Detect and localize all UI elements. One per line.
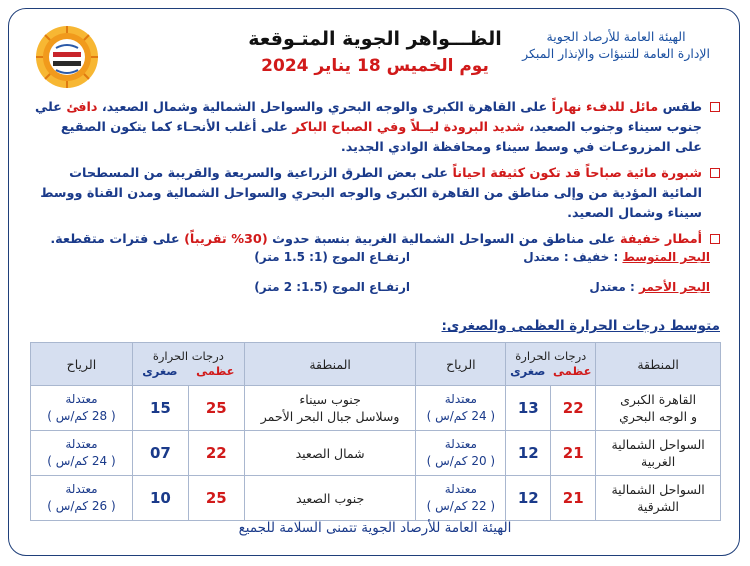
department-name: الإدارة العامة للتنبؤات والإنذار المبكر (522, 46, 710, 61)
footer-message: الهيئة العامة للأرصاد الجوية تتمنى السلامة للجميع (238, 520, 512, 536)
region-cell: القاهرة الكبرى و الوجه البحري (596, 386, 721, 431)
bullet-fragment: على فترات متقطعة. (50, 232, 185, 247)
sea-med (523, 250, 710, 264)
header-temps-label-2: درجات الحرارة (152, 349, 224, 363)
wind-cell: معتدلة ( 24 كم/س ) (31, 431, 133, 476)
bulletin-title: الظـــواهر الجوية المتـوقعة (248, 28, 502, 50)
min-temp-cell: 07 (132, 431, 188, 476)
table-header-row (31, 343, 721, 386)
wind-cell: معتدلة ( 24 كم/س ) (416, 386, 506, 431)
max-temp-cell: 22 (551, 386, 596, 431)
bullet-fragment: علي جنوب سيناء وجنوب الصعيد، (35, 100, 702, 135)
header-max-2: عظمى (196, 364, 235, 378)
region-cell: شمال الصعيد (244, 431, 416, 476)
header-temps-label: درجات الحرارة (515, 349, 587, 363)
region-cell: جنوب الصعيد (244, 476, 416, 521)
bullet-fog (30, 164, 720, 224)
bullet-text (35, 100, 702, 155)
header-min-2: صغرى (142, 364, 178, 378)
sea-red-wave: ارتفـاع الموج (1.5: 2 متر) (254, 280, 410, 294)
sea-red-state: : معتدل (589, 280, 635, 294)
max-temp-cell: 21 (551, 476, 596, 521)
min-temp-cell: 15 (132, 386, 188, 431)
temperature-table (30, 342, 721, 521)
min-temp-cell: 10 (132, 476, 188, 521)
min-temp-cell: 13 (506, 386, 551, 431)
header-min: صغرى (510, 364, 546, 378)
header-wind: الرياح (416, 343, 506, 386)
header-region: المنطقة (596, 343, 721, 386)
bullet-fragment: على أغلب الأنحـاء كما يتكون الصقيع على المزروعـات في وسط سيناء ومحافظة الوادي الجديد. (60, 120, 702, 155)
checkbox-bullet-icon (710, 234, 720, 244)
checkbox-bullet-icon (710, 168, 720, 178)
bullet-rain (30, 230, 720, 250)
bullet-fragment: دافئ (66, 100, 98, 115)
min-temp-cell: 12 (506, 431, 551, 476)
wind-cell: معتدلة ( 22 كم/س ) (416, 476, 506, 521)
header-temps-2 (132, 343, 244, 386)
sea-med-label: البحر المتوسط (622, 250, 710, 264)
region-cell: السواحل الشمالية الشرقية (596, 476, 721, 521)
bullet-fragment: أمطار خفيفة (619, 232, 702, 247)
bullet-fragment: على القاهرة الكبرى والوجه البحري والسواحل الشمالية وشمال الصعيد، (97, 100, 552, 115)
max-temp-cell: 25 (188, 386, 244, 431)
forecast-bullets (30, 98, 720, 256)
wind-cell: معتدلة ( 28 كم/س ) (31, 386, 133, 431)
bullet-text (40, 166, 702, 221)
bullet-fragment: مائل للدفء نهاراً (551, 100, 659, 115)
max-temp-cell: 25 (188, 476, 244, 521)
bullet-fragment: على مناطق من السواحل الشمالية الغربية بنسبة حدوث (267, 232, 620, 247)
avg-temps-heading: متوسط درجات الحرارة العظمى والصغرى: (441, 318, 720, 334)
sea-med-wave: ارتفـاع الموج (1: 1.5 متر) (254, 250, 410, 264)
header-temps (506, 343, 596, 386)
checkbox-bullet-icon (710, 102, 720, 112)
sea-med-state: : خفيف : معتدل (523, 250, 619, 264)
bullet-fragment: شديد البرودة ليــلاً وفي الصباح الباكر (292, 120, 525, 135)
region-cell: السواحل الشمالية الغربية (596, 431, 721, 476)
bullet-fragment: على بعض الطرق الزراعية والسريعة والقريبة من المسطحات المائية المؤدية من وإلى مناطق من القاهرة الكبرى والوجه البحري والسواحل الشمالية ومدن القناة ووسط سيناء وشمال الصعيد. (40, 166, 702, 221)
header-max: عظمى (553, 364, 592, 378)
sea-red (589, 280, 710, 294)
table-row (31, 431, 721, 476)
table-row (31, 476, 721, 521)
min-temp-cell: 12 (506, 476, 551, 521)
wind-cell: معتدلة ( 20 كم/س ) (416, 431, 506, 476)
region-cell: جنوب سيناء وسلاسل جبال البحر الأحمر (244, 386, 416, 431)
sea-red-label: البحر الأحمر (638, 280, 710, 294)
bullet-temperature (30, 98, 720, 158)
table-row (31, 386, 721, 431)
max-temp-cell: 21 (551, 431, 596, 476)
bullet-fragment: طقس (658, 100, 702, 115)
header-region-2: المنطقة (244, 343, 416, 386)
max-temp-cell: 22 (188, 431, 244, 476)
agency-name: الهيئة العامة للأرصاد الجوية (546, 29, 686, 44)
bulletin-date: يوم الخميس 18 يناير 2024 (261, 56, 489, 76)
bullet-text (50, 232, 702, 247)
bullet-fragment: شبورة مائية صباحاً قد تكون كثيفة احياناً (452, 166, 702, 181)
wind-cell: معتدلة ( 26 كم/س ) (31, 476, 133, 521)
header-wind-2: الرياح (31, 343, 133, 386)
bullet-fragment: (30% تقريباً) (184, 232, 268, 247)
